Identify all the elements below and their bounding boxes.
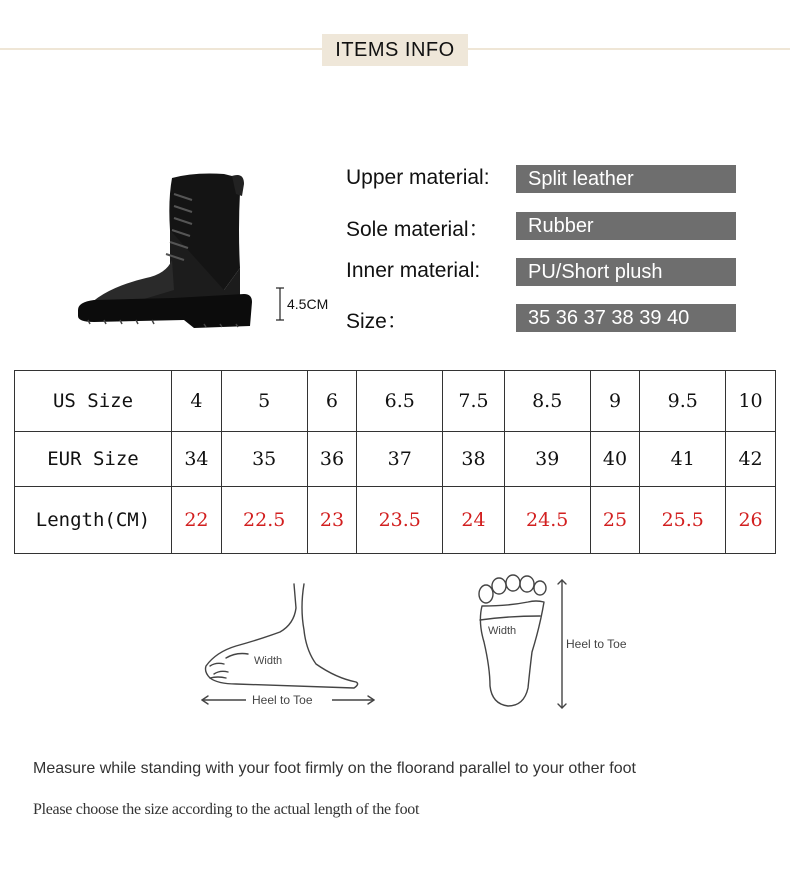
sole-length-label: Heel to Toe — [566, 637, 627, 651]
table-cell: 35 — [221, 432, 307, 487]
table-cell: 6 — [307, 371, 357, 432]
spec-value-sole-material: Rubber — [516, 212, 736, 240]
row-header-length: Length(CM) — [15, 487, 172, 554]
table-cell: 10 — [726, 371, 776, 432]
table-cell: 25.5 — [640, 487, 726, 554]
table-row-eur-size — [15, 432, 776, 487]
table-cell: 26 — [726, 487, 776, 554]
table-row-us-size — [15, 371, 776, 432]
table-cell: 9 — [590, 371, 640, 432]
sole-width-label: Width — [488, 625, 517, 637]
heel-height-label: 4.5CM — [287, 296, 329, 312]
table-cell: 38 — [443, 432, 505, 487]
spec-label-sole-material: Sole material： — [346, 218, 490, 241]
table-cell: 37 — [357, 432, 443, 487]
row-header-us-size: US Size — [15, 371, 172, 432]
table-cell: 40 — [590, 432, 640, 487]
table-cell: 23 — [307, 487, 357, 554]
table-cell: 5 — [221, 371, 307, 432]
table-cell: 41 — [640, 432, 726, 487]
size-instruction: Please choose the size according to the actual length of the foot — [33, 801, 420, 818]
table-cell: 34 — [172, 432, 222, 487]
boot-image — [74, 170, 252, 328]
table-cell: 6.5 — [357, 371, 443, 432]
spec-label-size: Size： — [346, 310, 408, 333]
measure-instruction: Measure while standing with your foot firmly on the floorand parallel to your other foot — [33, 760, 636, 777]
table-cell: 22.5 — [221, 487, 307, 554]
table-cell: 23.5 — [357, 487, 443, 554]
table-cell: 4 — [172, 371, 222, 432]
table-cell: 24.5 — [504, 487, 590, 554]
table-cell: 42 — [726, 432, 776, 487]
row-header-eur-size: EUR Size — [15, 432, 172, 487]
spec-label-upper-material: Upper material: — [346, 166, 490, 189]
table-cell: 7.5 — [443, 371, 505, 432]
spec-value-size: 35 36 37 38 39 40 — [516, 304, 736, 332]
header-divider-right — [468, 48, 790, 50]
table-row-length — [15, 487, 776, 554]
foot-sole-diagram — [468, 572, 648, 712]
foot-side-diagram — [196, 578, 380, 718]
side-width-label: Width — [254, 655, 283, 667]
side-length-label: Heel to Toe — [252, 693, 313, 707]
size-chart-table — [14, 370, 776, 554]
table-cell: 8.5 — [504, 371, 590, 432]
spec-value-upper-material: Split leather — [516, 165, 736, 193]
spec-value-inner-material: PU/Short plush — [516, 258, 736, 286]
spec-label-inner-material: Inner material: — [346, 259, 481, 282]
table-cell: 24 — [443, 487, 505, 554]
table-cell: 25 — [590, 487, 640, 554]
header-divider-left — [0, 48, 322, 50]
table-cell: 9.5 — [640, 371, 726, 432]
section-title: ITEMS INFO — [322, 34, 468, 66]
table-cell: 36 — [307, 432, 357, 487]
table-cell: 39 — [504, 432, 590, 487]
table-cell: 22 — [172, 487, 222, 554]
